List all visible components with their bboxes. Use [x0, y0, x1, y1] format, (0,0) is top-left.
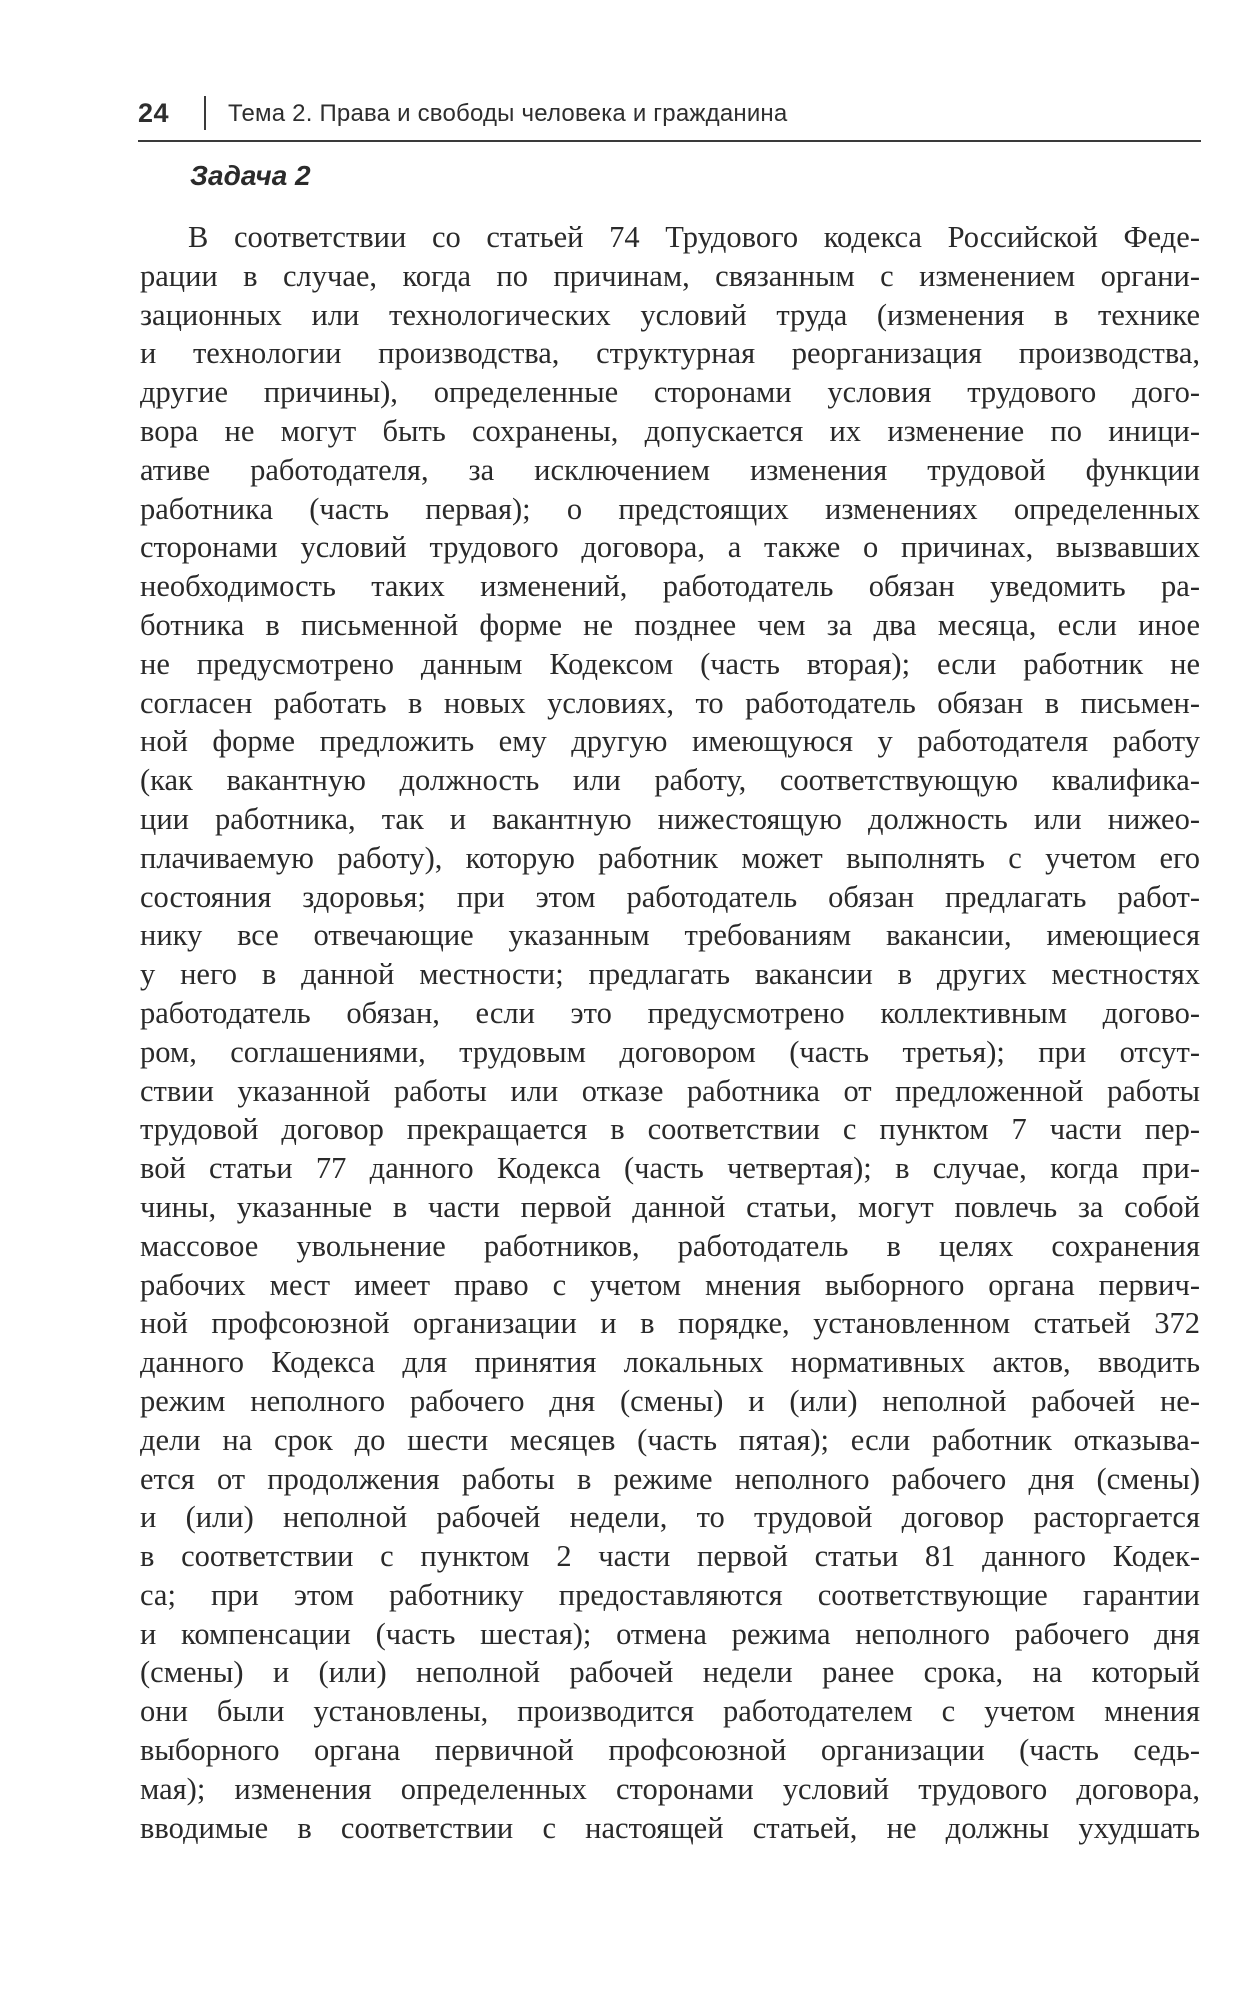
text-line: вора не могут быть сохранены, допускается их изменение по иници- [140, 413, 1200, 448]
text-line: режим неполного рабочего дня (смены) и (или) неполной рабочей не- [140, 1383, 1200, 1418]
text-line: работодатель обязан, если это предусмотрено коллективным догово- [140, 995, 1200, 1030]
text-line: ции работника, так и вакантную нижестоящую должность или нижео- [140, 801, 1200, 836]
text-line: са; при этом работнику предоставляются соответствующие гарантии [140, 1577, 1200, 1612]
text-line: мая); изменения определенных сторонами условий трудового договора, [140, 1771, 1200, 1806]
text-line: (смены) и (или) неполной рабочей недели ранее срока, на который [140, 1655, 1200, 1690]
text-line: плачиваемую работу), которую работник может выполнять с учетом его [140, 840, 1200, 875]
text-line: они были установлены, производится работодателем с учетом мнения [140, 1694, 1200, 1729]
header-separator [204, 96, 206, 130]
text-line: (как вакантную должность или работу, соответствующую квалифика- [140, 763, 1200, 798]
text-line: вводимые в соответствии с настоящей статьей, не должны ухудшать [140, 1810, 1200, 1845]
running-header [138, 92, 1201, 142]
task-heading: Задача 2 [190, 160, 311, 191]
text-line: и (или) неполной рабочей недели, то трудовой договор расторгается [140, 1500, 1200, 1535]
text-line: рации в случае, когда по причинам, связанным с изменением органи- [140, 258, 1200, 293]
text-line: нику все отвечающие указанным требованиям вакансии, имеющиеся [140, 918, 1200, 953]
text-line: ется от продолжения работы в режиме неполного рабочего дня (смены) [140, 1461, 1200, 1496]
page-number: 24 [138, 98, 170, 128]
text-line: работника (часть первая); о предстоящих изменениях определенных [140, 491, 1200, 526]
text-line: у него в данной местности; предлагать вакансии в других местностях [140, 957, 1200, 992]
text-line: массовое увольнение работников, работодатель в целях сохранения [140, 1228, 1200, 1263]
text-line: В соответствии со статьей 74 Трудового кодекса Российской Феде- [188, 220, 1200, 254]
task-body-paragraph [140, 218, 1200, 1847]
text-line: чины, указанные в части первой данной статьи, могут повлечь за собой [140, 1189, 1200, 1224]
text-line: необходимость таких изменений, работодатель обязан уведомить ра- [140, 569, 1200, 604]
text-line: ром, соглашениями, трудовым договором (часть третья); при отсут- [140, 1034, 1200, 1069]
text-line: трудовой договор прекращается в соответствии с пунктом 7 части пер- [140, 1112, 1200, 1147]
text-line: вой статьи 77 данного Кодекса (часть четвертая); в случае, когда при- [140, 1151, 1200, 1186]
text-line: ботника в письменной форме не позднее чем за два месяца, если иное [140, 607, 1200, 642]
text-line: зационных или технологических условий труда (изменения в технике [140, 297, 1200, 332]
text-line: данного Кодекса для принятия локальных нормативных актов, вводить [140, 1345, 1200, 1380]
text-line: дели на срок до шести месяцев (часть пятая); если работник отказыва- [140, 1422, 1200, 1457]
text-line: согласен работать в новых условиях, то работодатель обязан в письмен- [140, 685, 1200, 720]
text-line: рабочих мест имеет право с учетом мнения выборного органа первич- [140, 1267, 1200, 1302]
text-line: ной профсоюзной организации и в порядке, установленном статьей 372 [140, 1306, 1200, 1341]
text-line: ативе работодателя, за исключением изменения трудовой функции [140, 452, 1200, 487]
text-line: выборного органа первичной профсоюзной организации (часть седь- [140, 1733, 1200, 1768]
text-line: ствии указанной работы или отказе работника от предложенной работы [140, 1073, 1200, 1108]
chapter-title: Тема 2. Права и свободы человека и гражданина [228, 100, 788, 127]
text-line: состояния здоровья; при этом работодатель обязан предлагать работ- [140, 879, 1200, 914]
text-line: сторонами условий трудового договора, а также о причинах, вызвавших [140, 530, 1200, 565]
text-line: и технологии производства, структурная реорганизация производства, [140, 336, 1200, 371]
text-line: и компенсации (часть шестая); отмена режима неполного рабочего дня [140, 1616, 1200, 1651]
text-line: другие причины), определенные сторонами условия трудового дого- [140, 375, 1200, 410]
text-line: в соответствии с пунктом 2 части первой статьи 81 данного Кодек- [140, 1539, 1200, 1574]
text-line: не предусмотрено данным Кодексом (часть вторая); если работник не [140, 646, 1200, 681]
text-line: ной форме предложить ему другую имеющуюся у работодателя работу [140, 724, 1200, 759]
